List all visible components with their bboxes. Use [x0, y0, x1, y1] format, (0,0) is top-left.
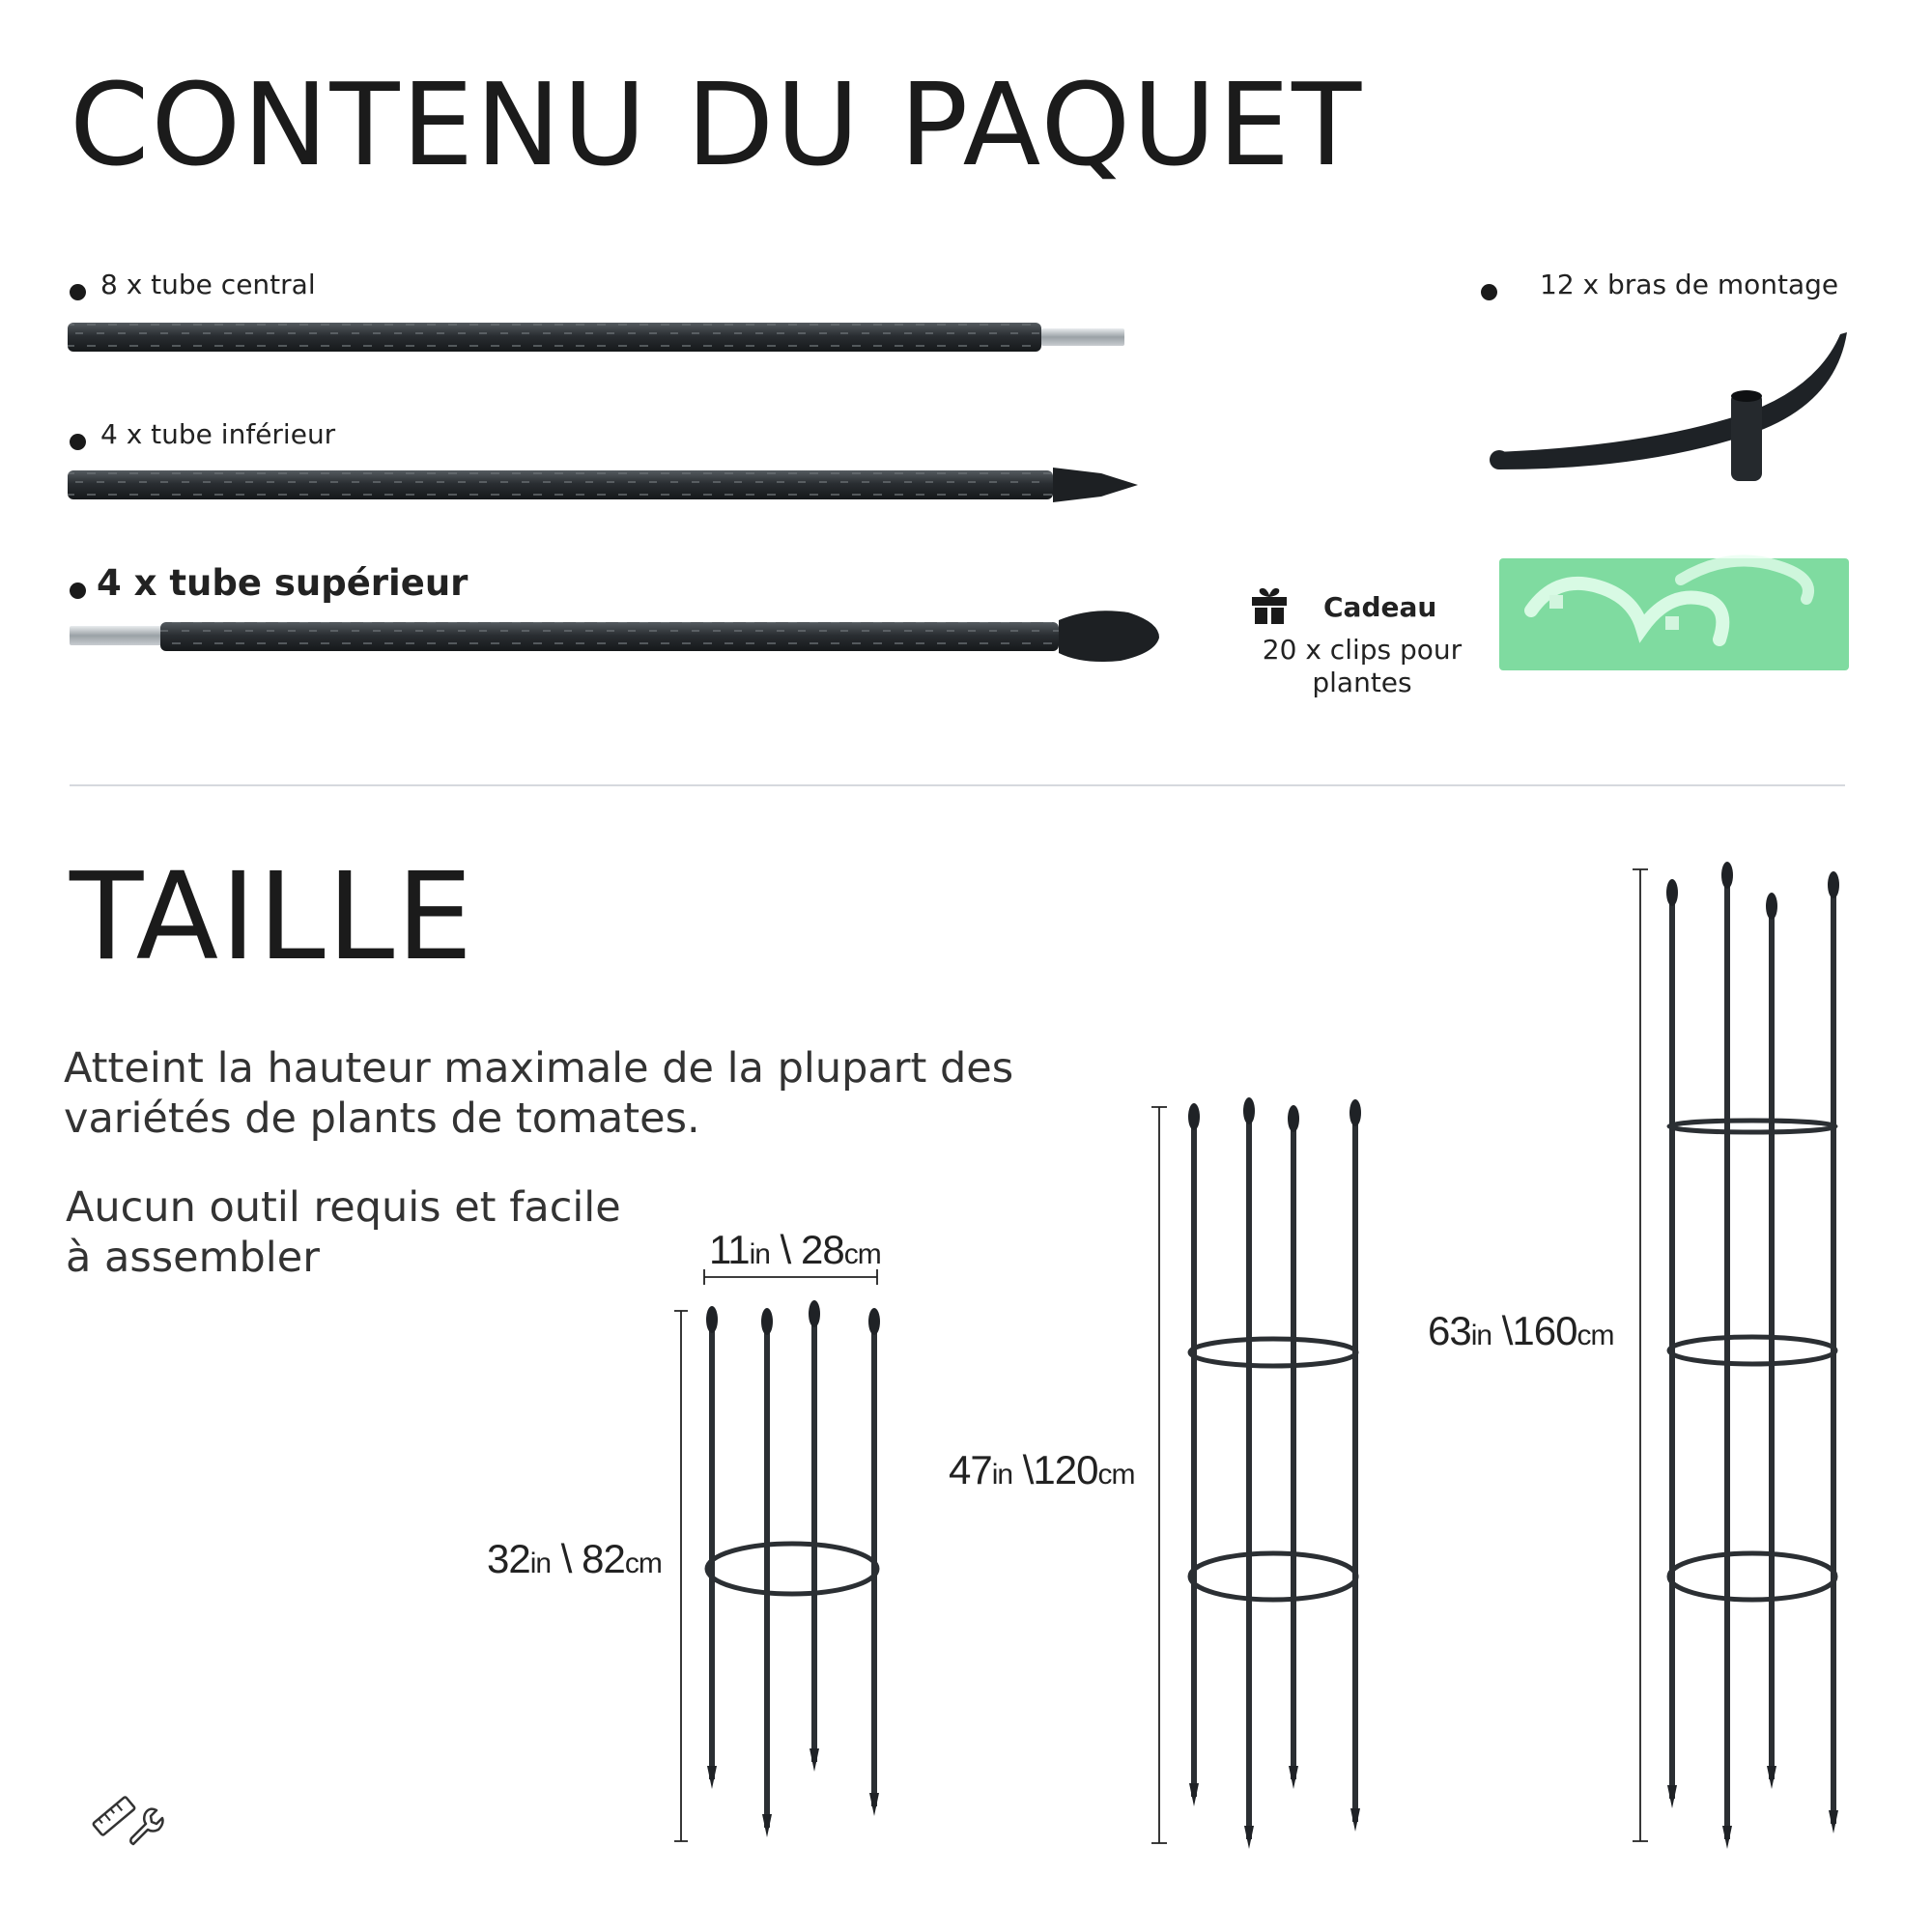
dim-value: 32 — [487, 1536, 530, 1581]
gift-title: Cadeau — [1323, 591, 1437, 623]
dim-unit: cm — [1097, 1459, 1135, 1491]
cage-small-pole-cap — [761, 1308, 773, 1335]
dim-value: 11 — [709, 1227, 750, 1272]
cage-medium-pole-spike — [1189, 1783, 1199, 1806]
size-description: Atteint la hauteur maximale de la plupart des variétés de plants de tomates. — [64, 1044, 1014, 1143]
cage-medium-pole-spike — [1244, 1826, 1254, 1849]
dim-value: 160 — [1512, 1308, 1577, 1353]
cage-large-pole-cap — [1766, 893, 1777, 920]
size-title: TAILLE — [70, 847, 475, 987]
cage-small-pole-spike — [762, 1814, 772, 1837]
cage-small-pole-cap — [706, 1306, 718, 1333]
cage-large-pole-spike — [1667, 1785, 1677, 1808]
mounting-arm-image — [1490, 332, 1847, 481]
cage-large-pole-spike — [1767, 1766, 1776, 1789]
dim-sep: \ — [551, 1536, 582, 1581]
dim-unit: cm — [1577, 1320, 1614, 1351]
dim-value: 120 — [1033, 1447, 1098, 1492]
cage-medium-pole-cap — [1188, 1103, 1200, 1130]
dim-unit: in — [991, 1459, 1013, 1491]
cage-large-pole-cap — [1828, 871, 1839, 898]
cage-small-ring — [707, 1544, 877, 1594]
lower-tube-image — [68, 468, 1138, 502]
assembly-note: Aucun outil requis et facile à assembler — [66, 1183, 621, 1282]
gift-icon — [1252, 588, 1287, 624]
upper-tube-image — [70, 611, 1159, 662]
cage-medium-pole-cap — [1243, 1097, 1255, 1124]
dim-unit: in — [749, 1238, 770, 1270]
wrench-icon — [130, 1809, 162, 1844]
central-tube-image — [68, 323, 1124, 352]
cage-medium-pole-spike — [1350, 1808, 1360, 1832]
dim-sep: \ — [1012, 1447, 1034, 1492]
item-label-central: 8 x tube central — [100, 269, 316, 300]
cage-small-pole-spike — [869, 1793, 879, 1816]
cage-medium-pole-spike — [1289, 1766, 1298, 1789]
cage-small-pole-cap — [809, 1300, 820, 1327]
cage-small-pole-spike — [707, 1766, 717, 1789]
cage-large-pole-cap — [1666, 879, 1678, 906]
gift-line2: plantes — [1312, 667, 1412, 698]
cages — [706, 862, 1839, 1849]
gift-line1: 20 x clips pour — [1262, 634, 1463, 666]
cage-medium-pole-cap — [1350, 1099, 1361, 1126]
cage-medium-pole-cap — [1288, 1105, 1299, 1132]
cage-large-pole-cap — [1721, 862, 1733, 889]
ruler-icon — [93, 1797, 135, 1836]
plant-clips-image — [1499, 558, 1849, 670]
item-label-lower: 4 x tube inférieur — [100, 418, 336, 450]
cage-medium-ring — [1190, 1553, 1356, 1600]
cage-large-pole-spike — [1829, 1810, 1838, 1833]
cage-large-ring — [1669, 1337, 1835, 1364]
dim-sep: \ — [769, 1227, 801, 1272]
item-label-arms: 12 x bras de montage — [1540, 269, 1839, 300]
cage-medium-ring — [1190, 1339, 1356, 1366]
dim-unit: cm — [624, 1548, 662, 1579]
item-label-upper: 4 x tube supérieur — [97, 562, 469, 604]
cage-large-ring — [1669, 1121, 1835, 1132]
dim-value: 47 — [949, 1447, 992, 1492]
cage-small-pole-cap — [868, 1308, 880, 1335]
dim-sep: \ — [1492, 1308, 1513, 1353]
dim-value: 82 — [582, 1536, 625, 1581]
cage-large-ring — [1669, 1553, 1835, 1600]
dim-unit: in — [1470, 1320, 1492, 1351]
dim-value: 28 — [800, 1227, 844, 1272]
package-title: CONTENU DU PAQUET — [70, 58, 1364, 191]
dim-value: 63 — [1428, 1308, 1471, 1353]
cage-small-pole-spike — [810, 1748, 819, 1772]
dimension-lines — [674, 869, 1648, 1843]
dim-unit: in — [529, 1548, 552, 1579]
cage-large-pole-spike — [1722, 1826, 1732, 1849]
dim-unit: cm — [843, 1238, 881, 1270]
